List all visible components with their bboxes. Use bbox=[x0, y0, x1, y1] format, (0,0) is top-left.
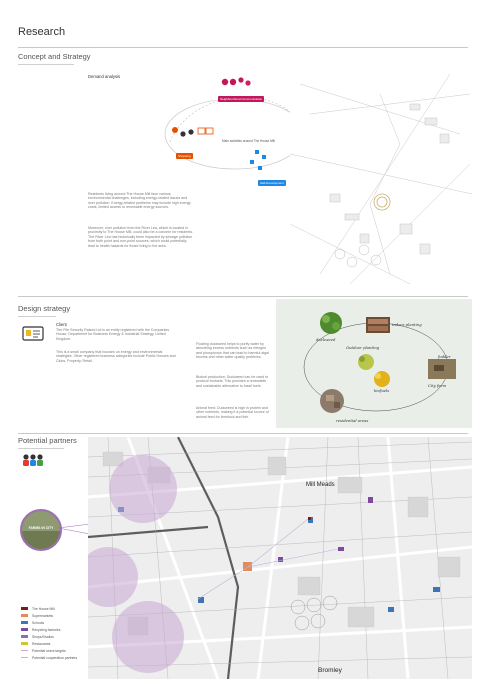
legend-swatch bbox=[21, 607, 28, 610]
partners-heading: Potential partners bbox=[18, 436, 77, 445]
legend-swatch bbox=[21, 657, 28, 658]
legend-item-cooperation: Potential cooperation partners bbox=[21, 654, 87, 661]
legend-swatch bbox=[21, 635, 28, 638]
cycle-city-farm: City farm bbox=[428, 383, 447, 388]
legend-swatch bbox=[21, 621, 28, 624]
duckweed-text-2: Biofuel production: Duckweed can be used to produce biofuels. This provides a renewable and sustainable alternative to fossil fuels. bbox=[196, 375, 269, 388]
indoor-planting-image bbox=[366, 317, 390, 333]
connector-path bbox=[170, 97, 300, 142]
section-divider-1 bbox=[18, 296, 468, 297]
partners-map-svg bbox=[88, 437, 472, 679]
design-underline bbox=[18, 316, 56, 317]
concept-underline bbox=[18, 64, 74, 65]
badge-ground bbox=[22, 531, 60, 549]
client-text: The Fife Security Raised Ltd is an entity registered with the Companies House, Department for Business Energy & Industrial Strategy, United Kingdom. bbox=[56, 328, 170, 341]
page-title: Research bbox=[18, 26, 66, 38]
legend-swatch bbox=[21, 614, 28, 617]
duckweed-text-1: Floating duckweed helps to purify water by absorbing excess nutrients such as nitrogen and phosphorus that can lead to harmful algal blooms and other water quality problems. bbox=[196, 342, 269, 360]
map-label-bromley: Bromley bbox=[318, 667, 342, 674]
legend-swatch bbox=[21, 642, 28, 645]
biofuels-image bbox=[374, 371, 390, 387]
city-farm-image bbox=[428, 359, 456, 379]
legend-swatch bbox=[21, 628, 28, 631]
tag-shopping: Shopping bbox=[178, 154, 191, 158]
legend-item-schools: Schools bbox=[21, 619, 87, 626]
demand-analysis-label: Demand analysis bbox=[88, 74, 121, 79]
cycle-biofuels: biofuels bbox=[374, 388, 390, 393]
concept-paragraph-1: Residents living around The House Mill face various environmental challenges, including energy-related issues and river pollution. Energy-related problems may include high energy costs, limited access to renewable energy sources. bbox=[88, 192, 191, 210]
client-label: Client bbox=[56, 322, 67, 327]
map-house-mill bbox=[308, 517, 311, 520]
legend-item-shops: Shops/Studios bbox=[21, 633, 87, 640]
legend-item-user-targets: Potential users targets bbox=[21, 647, 87, 654]
partners-underline bbox=[18, 448, 64, 449]
cycle-diagram bbox=[276, 299, 472, 428]
legend-item-house-mill: The House Mill bbox=[21, 605, 87, 612]
cycle-fodder: fodder bbox=[438, 354, 451, 359]
cycle-duckweed: duckweed bbox=[316, 337, 336, 342]
legend-swatch bbox=[21, 650, 28, 651]
duckweed-image bbox=[320, 312, 342, 334]
badge-connector bbox=[58, 520, 90, 536]
partners-map bbox=[88, 437, 472, 679]
legend-item-recycling: Recycling factories bbox=[21, 626, 87, 633]
cycle-residential-areas: residential areas bbox=[336, 418, 369, 423]
company-text: This is a small company that focuses on energy and environmental strategies. Other registered business categories include Public Houses and Clubs, Property, Retail. bbox=[56, 350, 176, 363]
id-card-icon bbox=[22, 325, 46, 341]
section-divider-2 bbox=[18, 433, 468, 434]
design-heading: Design strategy bbox=[18, 304, 71, 313]
residential-image bbox=[320, 389, 344, 413]
tag-neighbourhood: Neighbourhood Communication bbox=[220, 97, 263, 101]
context-map bbox=[290, 74, 472, 284]
shopping-icons bbox=[172, 127, 213, 137]
map-legend bbox=[21, 605, 87, 661]
legend-item-supermarkets: Supermarkets bbox=[21, 612, 87, 619]
badge-text: FARMS IN CITY bbox=[28, 526, 54, 530]
legend-item-restaurants: Restaurants bbox=[21, 640, 87, 647]
outdoor-planting-image bbox=[358, 354, 374, 370]
center-label: Main activities around The House Mill bbox=[222, 139, 275, 143]
duckweed-text-3: Animal feed: Duckweed is high in protein and other nutrients, making it a potential source of animal feed for livestock and fish. bbox=[196, 406, 269, 419]
farms-in-city-badge bbox=[20, 509, 62, 551]
neighbourhood-icons bbox=[222, 77, 251, 85]
self-development-icons bbox=[250, 150, 266, 170]
cycle-panel bbox=[276, 299, 472, 428]
map-label-mill-meads: Mill Meads bbox=[306, 482, 335, 488]
tag-self-development: Self-Development bbox=[260, 181, 284, 185]
cycle-outdoor-planting: Outdoor planting bbox=[346, 345, 380, 350]
people-icon bbox=[20, 453, 46, 467]
cycle-indoor-planting: indoor planting bbox=[392, 322, 422, 327]
concept-paragraph-2: Moreover, river pollution from the River Lea, which is located in proximity to The House Mill, could also be a concern for residents. The River Lea has historically been impacted by sewage pollution from both point and non-point sources, which could potentially lead to health hazards for those living in the area. bbox=[88, 226, 193, 248]
concept-heading: Concept and Strategy bbox=[18, 52, 91, 61]
title-divider bbox=[18, 47, 468, 48]
